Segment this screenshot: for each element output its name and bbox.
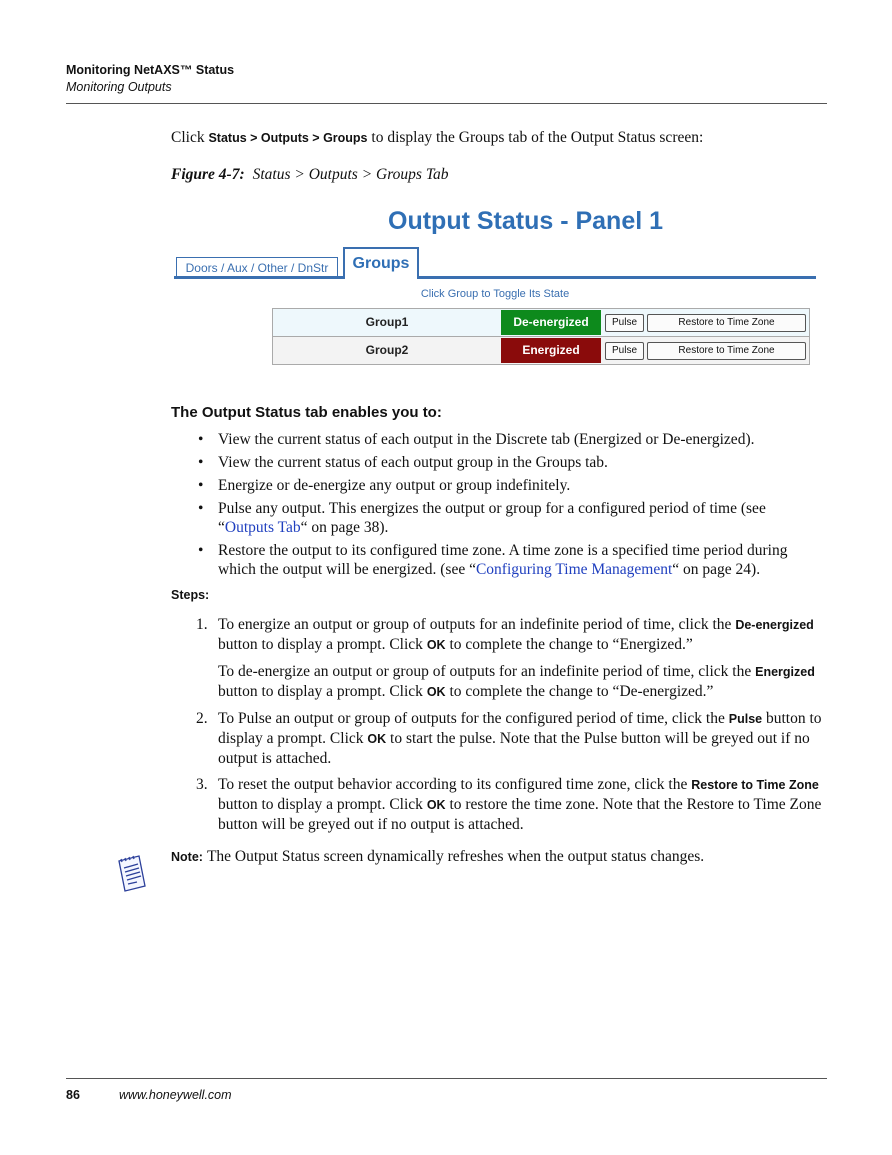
step-command: Restore to Time Zone	[691, 778, 819, 792]
step-number: 2.	[196, 710, 208, 727]
groups-table	[272, 308, 810, 365]
step-command: Pulse	[728, 712, 763, 726]
intro-post: to display the Groups tab of the Output Status screen:	[367, 129, 704, 146]
bullet-marker: •	[198, 454, 204, 471]
restore-time-zone-button[interactable]: Restore to Time Zone	[647, 314, 806, 332]
step-1	[218, 615, 828, 655]
restore-time-zone-button[interactable]: Restore to Time Zone	[647, 342, 806, 360]
step-command: De-energized	[735, 618, 814, 632]
step-text: To energize an output or group of outputs for an indefinite period of time, click the	[218, 616, 736, 633]
step-text: To de-energize an output or group of outputs for an indefinite period of time, click the	[218, 663, 756, 680]
bullet-item	[218, 499, 818, 537]
group-name[interactable]: Group1	[365, 315, 409, 329]
step-text: button to display a prompt. Click	[218, 796, 427, 813]
section-heading: The Output Status tab enables you to:	[171, 404, 442, 421]
step-command: OK	[367, 732, 387, 746]
figure-label: Figure 4-7:	[171, 166, 245, 183]
figure-caption	[171, 166, 449, 184]
step-command: OK	[426, 638, 446, 652]
step-text: button to display a prompt. Click	[218, 683, 427, 700]
step-text: button to display a prompt. Click	[218, 636, 427, 653]
bullet-text: “ on page 38).	[300, 519, 389, 536]
bullet-item: View the current status of each output group in the Groups tab.	[218, 454, 608, 471]
bullet-text: Pulse any output. This energizes the output or group for a configured period of time (see “	[218, 500, 766, 536]
intro-paragraph	[171, 128, 703, 148]
bullet-marker: •	[198, 431, 204, 448]
steps-label: Steps:	[171, 588, 210, 602]
step-text: To Pulse an output or group of outputs for the configured period of time, click the	[218, 710, 729, 727]
step-number: 3.	[196, 776, 208, 793]
step-command: OK	[426, 798, 446, 812]
bullet-marker: •	[198, 477, 204, 494]
note-text: The Output Status screen dynamically refreshes when the output status changes.	[206, 848, 705, 865]
output-status-screenshot	[174, 207, 816, 373]
bullet-item: Energize or de-energize any output or group indefinitely.	[218, 477, 571, 494]
figure-caption-text: Status > Outputs > Groups Tab	[252, 166, 449, 183]
bullet-marker: •	[198, 500, 204, 517]
footer-rule	[66, 1078, 827, 1079]
step-text: to start the pulse. Note that the Pulse button will be greyed out if no output is attached.	[218, 730, 810, 767]
footer-website: www.honeywell.com	[119, 1088, 232, 1102]
note-pad-icon	[113, 853, 147, 893]
intro-command: Status > Outputs > Groups	[208, 131, 368, 145]
step-1-para-2	[218, 662, 828, 702]
pulse-button[interactable]: Pulse	[605, 342, 644, 360]
group-state-button[interactable]: De-energized	[501, 310, 601, 335]
step-3	[218, 775, 828, 834]
page-number: 86	[66, 1088, 80, 1102]
bullet-item	[218, 541, 818, 579]
note	[171, 847, 704, 867]
bullet-text: “ on page 24).	[672, 561, 761, 578]
outputs-tab-link[interactable]: Outputs Tab	[224, 519, 301, 536]
step-command: OK	[426, 685, 446, 699]
bullet-marker: •	[198, 542, 204, 559]
configuring-time-management-link[interactable]: Configuring Time Management	[475, 561, 673, 578]
pulse-button[interactable]: Pulse	[605, 314, 644, 332]
tab-doors[interactable]: Doors / Aux / Other / DnStr	[176, 257, 338, 278]
intro-pre: Click	[171, 129, 209, 146]
step-text: to restore the time zone. Note that the Restore to Time Zone button will be greyed out if no output is attached.	[218, 796, 822, 833]
tab-groups[interactable]: Groups	[343, 247, 419, 279]
running-header-title: Monitoring NetAXS™ Status	[66, 63, 235, 77]
bullet-text: Restore the output to its configured time zone. A time zone is a specified time period during which the output will be energized. (see “	[218, 542, 788, 578]
table-row	[273, 337, 809, 364]
running-header-subtitle: Monitoring Outputs	[66, 80, 172, 94]
toggle-hint: Click Group to Toggle Its State	[420, 288, 570, 300]
tab-underline	[174, 276, 816, 279]
steps-label-text: Steps	[171, 588, 206, 602]
note-label: Note:	[171, 850, 203, 864]
header-rule	[66, 103, 827, 104]
screen-title: Output Status - Panel 1	[388, 207, 664, 235]
step-text: To reset the output behavior according to its configured time zone, click the	[218, 776, 692, 793]
step-text: to complete the change to “Energized.”	[445, 636, 693, 653]
step-text: button to display a prompt. Click	[218, 710, 822, 747]
step-text: to complete the change to “De-energized.”	[445, 683, 714, 700]
group-name[interactable]: Group2	[365, 343, 409, 357]
step-number: 1.	[196, 616, 208, 633]
group-state-button[interactable]: Energized	[501, 338, 601, 363]
step-command: Energized	[755, 665, 815, 679]
bullet-item: View the current status of each output in the Discrete tab (Energized or De-energized).	[218, 431, 755, 448]
table-row	[273, 309, 809, 337]
step-2	[218, 709, 828, 768]
